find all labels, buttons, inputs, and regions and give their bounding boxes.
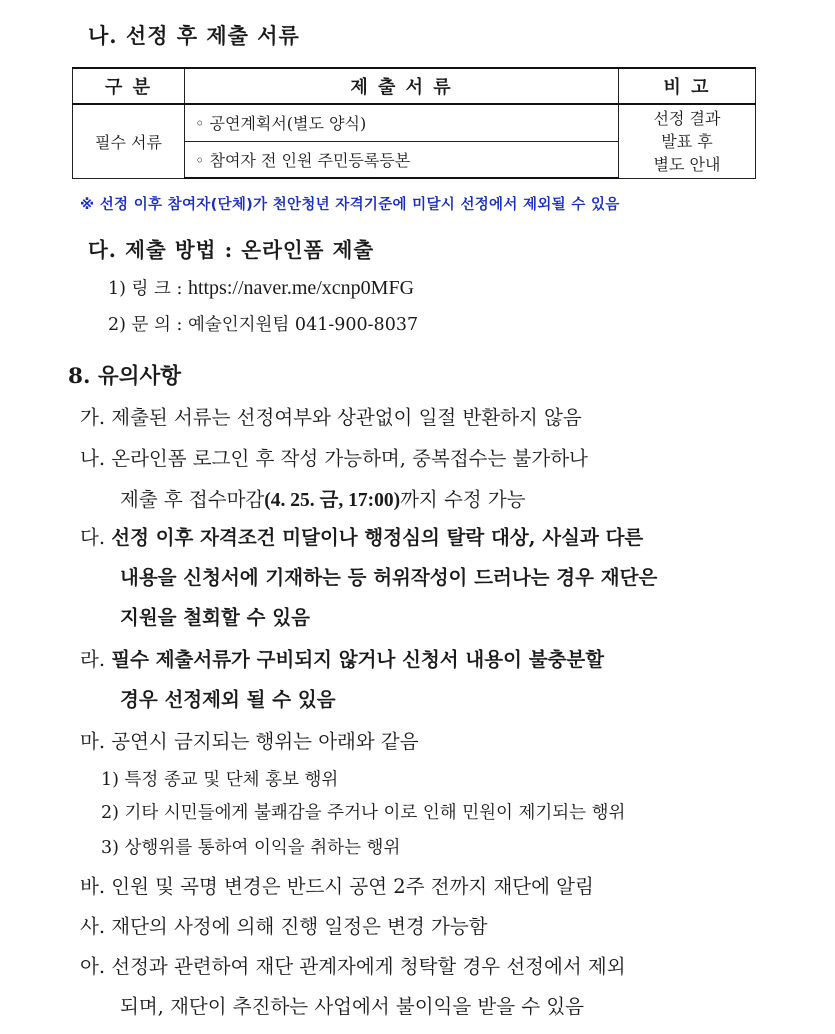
note-item-da <box>80 522 643 550</box>
note-prefix: 다. <box>80 526 112 549</box>
table-cell-doc: ◦ 공연계획서(별도 양식) <box>185 104 619 141</box>
note-item-ra <box>80 644 604 672</box>
table-row <box>73 104 756 141</box>
note-item-sa: 사. 재단의 사정에 의해 진행 일정은 변경 가능함 <box>80 915 488 938</box>
remarks-line: 발표 후 <box>661 131 713 151</box>
submission-link[interactable]: https://naver.me/xcnp0MFG <box>187 277 415 299</box>
submission-docs-table <box>72 67 756 179</box>
note-item-a-cont: 되며, 재단이 추진하는 사업에서 불이익을 받을 수 있음 <box>120 995 585 1018</box>
note-prefix: 라. <box>80 648 112 671</box>
section-title-notes: 8. 유의사항 <box>68 364 182 389</box>
list-item: 3) 상행위를 통하여 이익을 취하는 행위 <box>101 838 401 858</box>
table-header-documents: 제 출 서 류 <box>185 68 619 104</box>
note-item-da-cont: 내용을 신청서에 기재하는 등 허위작성이 드러나는 경우 재단은 <box>120 566 658 589</box>
table-header-category: 구 분 <box>73 68 185 104</box>
note-item-ba: 바. 인원 및 곡명 변경은 반드시 공연 2주 전까지 재단에 알림 <box>80 875 594 898</box>
remarks-line: 선정 결과 <box>653 108 721 128</box>
list-item: 2) 기타 시민들에게 불쾌감을 주거나 이로 인해 민원이 제기되는 행위 <box>101 803 626 823</box>
link-label: 1) 링 크 : <box>108 279 183 299</box>
remarks-line: 별도 안내 <box>653 154 721 174</box>
contact-label: 2) 문 의 : <box>108 315 183 335</box>
deadline-text: (4. 25. 금, 17:00) <box>264 490 401 511</box>
contact-row <box>108 311 418 336</box>
footnote-disqualification: ※ 선정 이후 참여자(단체)가 천안청년 자격기준에 미달시 선정에서 제외될 수 있음 <box>80 197 620 213</box>
link-row <box>108 275 414 300</box>
note-item-ma: 마. 공연시 금지되는 행위는 아래와 같음 <box>80 730 419 753</box>
note-item-na-cont <box>120 484 526 512</box>
note-item-a: 아. 선정과 관련하여 재단 관계자에게 청탁할 경우 선정에서 제외 <box>80 955 626 978</box>
table-cell-remarks <box>619 104 756 178</box>
table-header-row <box>73 68 756 104</box>
note-text: 까지 수정 가능 <box>400 488 526 511</box>
note-item-ga: 가. 제출된 서류는 선정여부와 상관없이 일절 반환하지 않음 <box>80 406 582 429</box>
section-title-submission-method: 다. 제출 방법 : 온라인폼 제출 <box>88 238 375 262</box>
contact-value: 예술인지원팀 041-900-8037 <box>187 315 419 335</box>
list-item: 1) 특정 종교 및 단체 홍보 행위 <box>101 770 339 790</box>
note-text-bold: 필수 제출서류가 구비되지 않거나 신청서 내용이 불충분할 <box>111 648 605 671</box>
note-text-bold: 선정 이후 자격조건 미달이나 행정심의 탈락 대상, 사실과 다른 <box>111 526 644 549</box>
table-header-remarks: 비 고 <box>619 68 756 104</box>
note-item-da-cont: 지원을 철회할 수 있음 <box>120 606 310 629</box>
note-item-ra-cont: 경우 선정제외 될 수 있음 <box>120 688 336 711</box>
section-title-submission-docs: 나. 선정 후 제출 서류 <box>88 23 300 48</box>
note-item-na: 나. 온라인폼 로그인 후 작성 가능하며, 중복접수는 불가하나 <box>80 447 588 470</box>
note-text: 제출 후 접수마감 <box>120 488 265 511</box>
table-cell-category: 필수 서류 <box>73 104 185 178</box>
table-cell-doc: ◦ 참여자 전 인원 주민등록등본 <box>185 141 619 178</box>
